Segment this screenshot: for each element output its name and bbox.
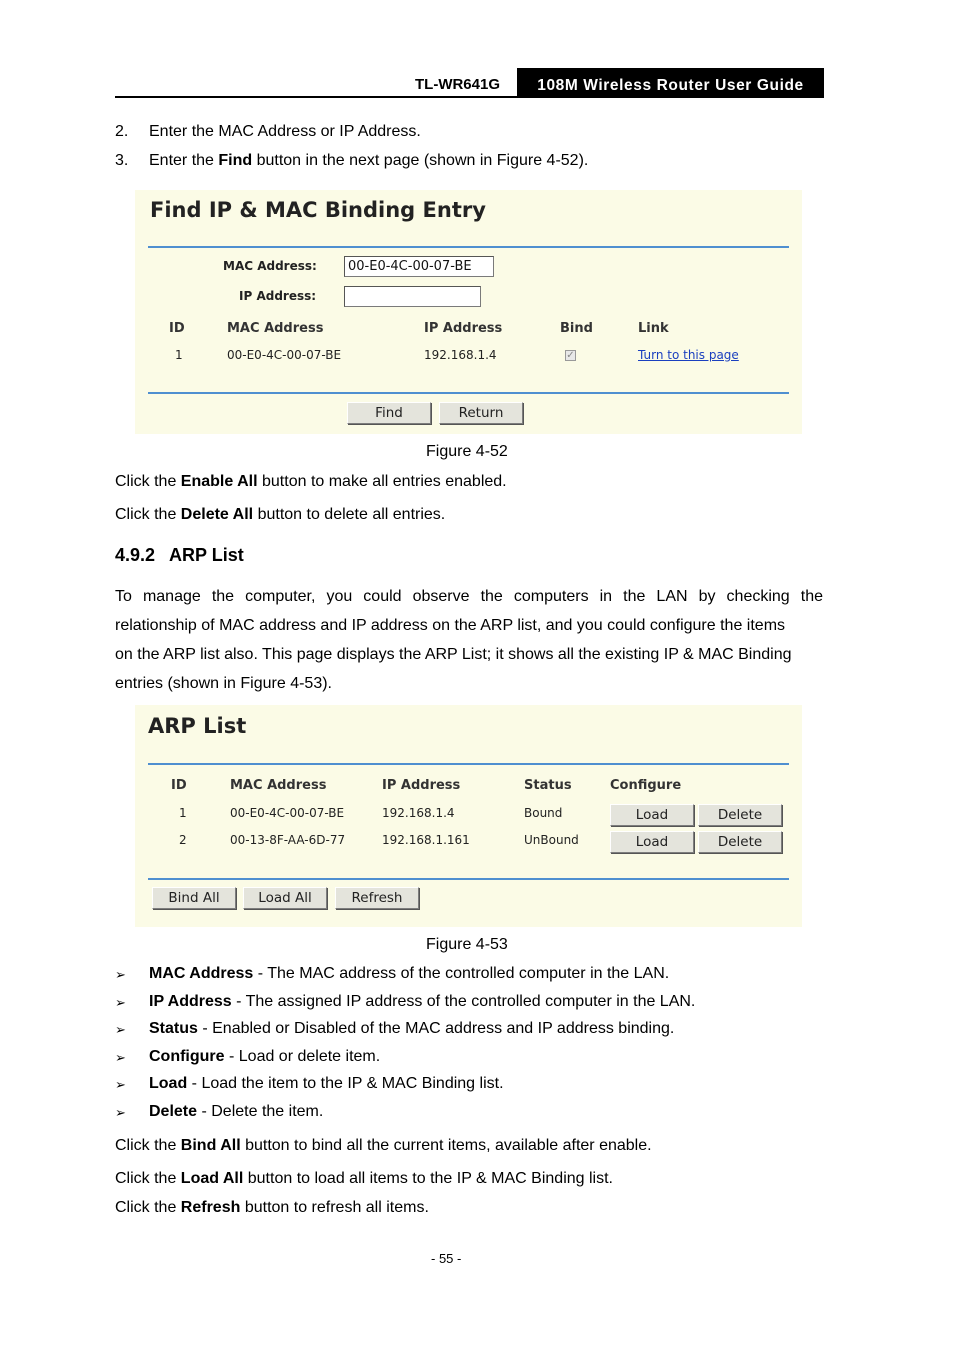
step-number: 2. (115, 123, 129, 140)
page-number: - 55 - (431, 1251, 462, 1266)
table-row (135, 831, 802, 855)
row-mac: 00-E0-4C-00-07-BE (230, 806, 345, 820)
load-all-button[interactable]: Load All (243, 887, 327, 909)
row-mac: 00-13-8F-AA-6D-77 (230, 833, 346, 847)
ip-address-input[interactable] (344, 286, 481, 307)
panel-title: Find IP & MAC Binding Entry (150, 198, 486, 222)
step-text: Enter the Find button in the next page (shown in Figure 4-52). (149, 152, 589, 169)
ip-address-label: IP Address: (239, 289, 317, 303)
arrow-bullet-icon: ➢ (115, 1105, 126, 1120)
turn-to-page-link[interactable]: Turn to this page (638, 348, 739, 362)
row-id: 2 (179, 833, 187, 847)
col-configure: Configure (610, 778, 682, 793)
top-divider (148, 246, 789, 248)
para-line: relationship of MAC address and IP address on the ARP list, and you could configure the items (115, 617, 786, 634)
mac-address-label: MAC Address: (223, 259, 317, 273)
table-row (135, 348, 802, 364)
figure-caption: Figure 4-53 (426, 936, 508, 953)
para-line: on the ARP list also. This page displays the ARP List; it shows all the existing IP & MAC Binding (115, 646, 792, 663)
delete-button[interactable]: Delete (698, 831, 782, 853)
mac-address-input[interactable]: 00-E0-4C-00-07-BE (344, 256, 494, 277)
load-all-text: Click the Load All button to load all items to the IP & MAC Binding list. (115, 1170, 613, 1187)
find-button[interactable]: Find (347, 402, 431, 424)
return-button[interactable]: Return (439, 402, 523, 424)
header-model: TL-WR641G (415, 76, 501, 93)
arrow-bullet-icon: ➢ (115, 1050, 126, 1065)
arrow-bullet-icon: ➢ (115, 967, 126, 982)
step-number: 3. (115, 152, 129, 169)
bind-checkbox[interactable]: ✓ (566, 350, 575, 361)
load-button[interactable]: Load (610, 804, 694, 826)
para-line: To manage the computer, you could observe the computers in the LAN by checking the (115, 588, 823, 605)
col-link: Link (638, 321, 669, 336)
enable-all-text: Click the Enable All button to make all entries enabled. (115, 473, 507, 490)
refresh-button[interactable]: Refresh (335, 887, 419, 909)
section-number: 4.9.2 (115, 545, 156, 565)
panel-title: ARP List (148, 714, 247, 738)
bind-all-text: Click the Bind All button to bind all the current items, available after enable. (115, 1137, 652, 1154)
arrow-bullet-icon: ➢ (115, 1022, 126, 1037)
row-ip: 192.168.1.161 (382, 833, 470, 847)
find-binding-panel (135, 190, 802, 434)
step-text: Enter the MAC Address or IP Address. (149, 123, 421, 140)
row-ip: 192.168.1.4 (382, 806, 455, 820)
section-heading (115, 545, 244, 566)
section-title: ARP List (169, 545, 244, 565)
col-mac-address: MAC Address (227, 321, 324, 336)
load-button[interactable]: Load (610, 831, 694, 853)
bottom-divider (148, 392, 789, 394)
bind-all-button[interactable]: Bind All (152, 887, 236, 909)
col-ip-address: IP Address (382, 778, 461, 793)
row-ip: 192.168.1.4 (424, 348, 497, 362)
delete-all-text: Click the Delete All button to delete all entries. (115, 506, 446, 523)
figure-caption: Figure 4-52 (426, 443, 508, 460)
arrow-bullet-icon: ➢ (115, 1077, 126, 1092)
row-id: 1 (179, 806, 187, 820)
row-status: UnBound (524, 833, 579, 847)
col-status: Status (524, 778, 572, 793)
header-guide-title: 108M Wireless Router User Guide (517, 68, 824, 97)
arp-list-panel (135, 705, 802, 927)
arrow-bullet-icon: ➢ (115, 995, 126, 1010)
col-id: ID (171, 778, 187, 793)
table-row (135, 804, 802, 828)
col-mac-address: MAC Address (230, 778, 327, 793)
row-mac: 00-E0-4C-00-07-BE (227, 348, 342, 362)
col-bind: Bind (560, 321, 593, 336)
refresh-text: Click the Refresh button to refresh all items. (115, 1199, 429, 1216)
delete-button[interactable]: Delete (698, 804, 782, 826)
bottom-divider (148, 878, 789, 880)
row-status: Bound (524, 806, 563, 820)
top-divider (148, 763, 789, 765)
col-id: ID (169, 321, 185, 336)
row-id: 1 (175, 348, 183, 362)
para-line: entries (shown in Figure 4-53). (115, 675, 332, 692)
col-ip-address: IP Address (424, 321, 503, 336)
header-rule (115, 96, 824, 98)
